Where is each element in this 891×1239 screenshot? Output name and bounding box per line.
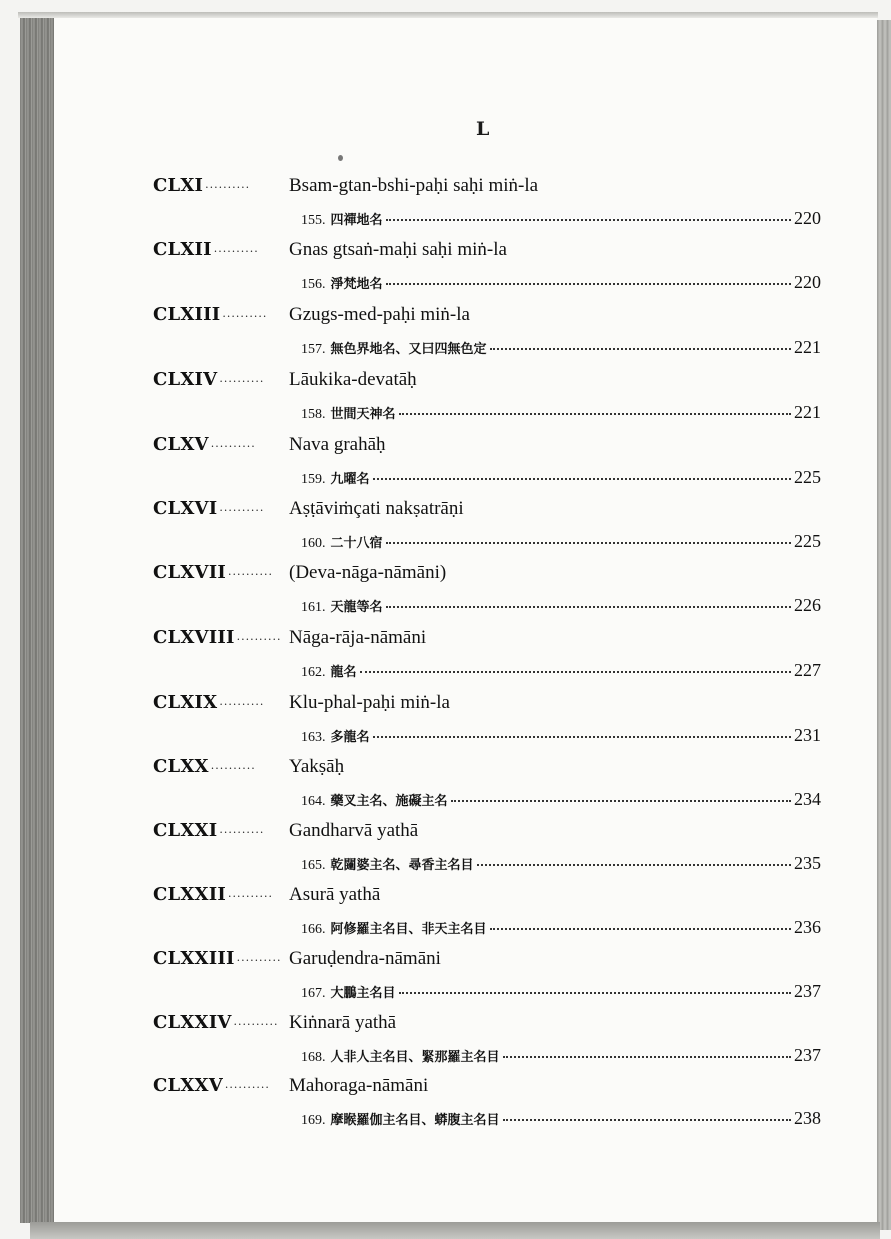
roman-line <box>153 434 256 460</box>
sub-entry-line <box>301 725 821 747</box>
bottom-page-edge <box>30 1222 880 1239</box>
roman-line <box>153 756 256 782</box>
roman-numeral: CLXIX <box>153 692 218 713</box>
entry-number: 163. <box>301 730 326 745</box>
sub-entry-line <box>301 981 821 1003</box>
chinese-title: 藥叉主名、施礙主名 <box>330 794 448 809</box>
dot-leader <box>386 542 791 544</box>
toc-entry <box>153 884 823 948</box>
toc-entry <box>153 175 823 239</box>
right-page-edge <box>877 20 891 1230</box>
sub-entry-line <box>301 789 821 811</box>
sub-entry-line <box>301 208 821 230</box>
page-reference: 221 <box>794 337 821 357</box>
leader-dots: ·········· <box>233 1018 279 1031</box>
leader-dots: ·········· <box>219 698 265 711</box>
leader-dots: ·········· <box>213 245 259 258</box>
toc-entry <box>153 1075 823 1139</box>
roman-line <box>153 948 282 974</box>
leader-dots: ·········· <box>219 504 265 517</box>
roman-numeral: CLXII <box>153 239 212 260</box>
ink-dot-mark <box>338 155 343 161</box>
roman-numeral: CLXV <box>153 434 209 455</box>
leader-dots: ·········· <box>236 954 282 967</box>
section-title: Gzugs-med-paḥi miṅ-la <box>289 304 470 325</box>
roman-numeral: CLXVIII <box>153 627 235 648</box>
dot-leader <box>373 478 791 480</box>
page-reference: 225 <box>794 467 821 487</box>
page-reference: 234 <box>794 789 821 809</box>
toc-entry <box>153 434 823 498</box>
entry-number: 156. <box>301 277 326 292</box>
chinese-title: 多龍名 <box>330 730 370 745</box>
entry-number: 155. <box>301 213 326 228</box>
book-spine-edge <box>20 18 54 1223</box>
sub-entry-line <box>301 467 821 489</box>
page-reference: 220 <box>794 208 821 228</box>
roman-numeral: CLXXIV <box>153 1012 232 1033</box>
page-reference: 235 <box>794 853 821 873</box>
roman-numeral: CLXX <box>153 756 209 777</box>
sub-entry-line <box>301 272 821 294</box>
roman-numeral: CLXXIII <box>153 948 235 969</box>
section-title: Klu-phal-paḥi miṅ-la <box>289 692 450 713</box>
dot-leader <box>451 800 791 802</box>
roman-numeral: CLXI <box>153 175 204 196</box>
roman-line <box>153 304 267 330</box>
roman-line <box>153 239 259 265</box>
page-reference: 226 <box>794 595 821 615</box>
entry-number: 165. <box>301 858 326 873</box>
dot-leader <box>503 1119 791 1121</box>
sub-entry-line <box>301 1108 821 1130</box>
sub-entry-line <box>301 531 821 553</box>
entry-number: 157. <box>301 342 326 357</box>
page-reference: 220 <box>794 272 821 292</box>
entry-number: 158. <box>301 407 326 422</box>
toc-entry <box>153 498 823 562</box>
roman-numeral: CLXIV <box>153 369 218 390</box>
section-title: Gandharvā yathā <box>289 820 419 841</box>
page-reference: 225 <box>794 531 821 551</box>
page-reference: 231 <box>794 725 821 745</box>
chinese-title: 四禪地名 <box>330 213 383 228</box>
page-number: L <box>476 118 490 140</box>
chinese-title: 天龍等名 <box>330 600 383 615</box>
sub-entry-line <box>301 1045 821 1067</box>
toc-entry <box>153 948 823 1012</box>
entry-number: 160. <box>301 536 326 551</box>
toc-entry <box>153 562 823 626</box>
toc-entry <box>153 1012 823 1076</box>
chinese-title: 乾闥婆主名、尋香主名目 <box>330 858 474 873</box>
section-title: (Deva-nāga-nāmāni) <box>289 562 447 583</box>
chinese-title: 無色界地名、又曰四無色定 <box>330 342 487 357</box>
section-title: Garuḍendra-nāmāni <box>289 948 441 969</box>
entry-number: 167. <box>301 986 326 1001</box>
dot-leader <box>386 283 791 285</box>
roman-line <box>153 820 264 846</box>
page-reference: 237 <box>794 1045 821 1065</box>
section-title: Gnas gtsaṅ-maḥi saḥi miṅ-la <box>289 239 507 260</box>
toc-entry <box>153 692 823 756</box>
section-title: Yakṣāḥ <box>289 756 345 777</box>
dot-leader <box>386 606 791 608</box>
dot-leader <box>399 992 791 994</box>
page-reference: 236 <box>794 917 821 937</box>
section-title: Mahoraga-nāmāni <box>289 1075 429 1096</box>
leader-dots: ·········· <box>205 181 251 194</box>
entry-number: 166. <box>301 922 326 937</box>
roman-line <box>153 562 273 588</box>
toc-entry <box>153 304 823 368</box>
toc-entry <box>153 756 823 820</box>
leader-dots: ·········· <box>219 375 265 388</box>
roman-line <box>153 1012 278 1038</box>
section-title: Nāga-rāja-nāmāni <box>289 627 427 648</box>
page-reference: 237 <box>794 981 821 1001</box>
roman-line <box>153 1075 270 1101</box>
section-title: Nava grahāḥ <box>289 434 386 455</box>
section-title: Asurā yathā <box>289 884 381 905</box>
sub-entry-line <box>301 660 821 682</box>
leader-dots: ·········· <box>236 633 282 646</box>
toc-entry <box>153 239 823 303</box>
chinese-title: 九曜名 <box>330 472 370 487</box>
sub-entry-line <box>301 337 821 359</box>
roman-line <box>153 498 264 524</box>
chinese-title: 世間天神名 <box>330 407 396 422</box>
leader-dots: ·········· <box>227 568 273 581</box>
entry-number: 164. <box>301 794 326 809</box>
entry-number: 159. <box>301 472 326 487</box>
section-title: Bsam-gtan-bshi-paḥi saḥi miṅ-la <box>289 175 539 196</box>
entry-number: 161. <box>301 600 326 615</box>
dot-leader <box>503 1056 791 1058</box>
page-reference: 221 <box>794 402 821 422</box>
dot-leader <box>386 219 791 221</box>
sub-entry-line <box>301 853 821 875</box>
entry-number: 169. <box>301 1113 326 1128</box>
roman-numeral: CLXVI <box>153 498 218 519</box>
sub-entry-line <box>301 595 821 617</box>
entry-number: 162. <box>301 665 326 680</box>
leader-dots: ·········· <box>210 762 256 775</box>
roman-line <box>153 369 264 395</box>
toc-entry <box>153 369 823 433</box>
roman-line <box>153 175 250 201</box>
page-reference: 238 <box>794 1108 821 1128</box>
chinese-title: 淨梵地名 <box>330 277 383 292</box>
chinese-title: 人非人主名目、緊那羅主名目 <box>330 1050 500 1065</box>
section-title: Lāukika-devatāḥ <box>289 369 417 390</box>
leader-dots: ·········· <box>224 1081 270 1094</box>
dot-leader <box>360 671 791 673</box>
dot-leader <box>373 736 791 738</box>
dot-leader <box>399 413 791 415</box>
leader-dots: ·········· <box>222 310 268 323</box>
toc-entry <box>153 627 823 691</box>
dot-leader <box>477 864 791 866</box>
dot-leader <box>490 928 791 930</box>
section-title: Aṣṭāviṁçati nakṣatrāṇi <box>289 498 464 519</box>
sub-entry-line <box>301 402 821 424</box>
roman-line <box>153 884 273 910</box>
leader-dots: ·········· <box>227 890 273 903</box>
toc-entry <box>153 820 823 884</box>
dot-leader <box>490 348 791 350</box>
entry-number: 168. <box>301 1050 326 1065</box>
roman-numeral: CLXIII <box>153 304 221 325</box>
chinese-title: 摩睺羅伽主名目、蟒腹主名目 <box>330 1113 500 1128</box>
chinese-title: 二十八宿 <box>330 536 383 551</box>
page-reference: 227 <box>794 660 821 680</box>
sub-entry-line <box>301 917 821 939</box>
leader-dots: ·········· <box>219 826 265 839</box>
chinese-title: 龍名 <box>330 665 357 680</box>
chinese-title: 大鵬主名目 <box>330 986 396 1001</box>
chinese-title: 阿修羅主名目、非天主名目 <box>330 922 487 937</box>
roman-numeral: CLXVII <box>153 562 226 583</box>
section-title: Kiṅnarā yathā <box>289 1012 397 1033</box>
leader-dots: ·········· <box>210 440 256 453</box>
roman-line <box>153 692 264 718</box>
roman-line <box>153 627 282 653</box>
roman-numeral: CLXXV <box>153 1075 223 1096</box>
roman-numeral: CLXXI <box>153 820 218 841</box>
roman-numeral: CLXXII <box>153 884 226 905</box>
